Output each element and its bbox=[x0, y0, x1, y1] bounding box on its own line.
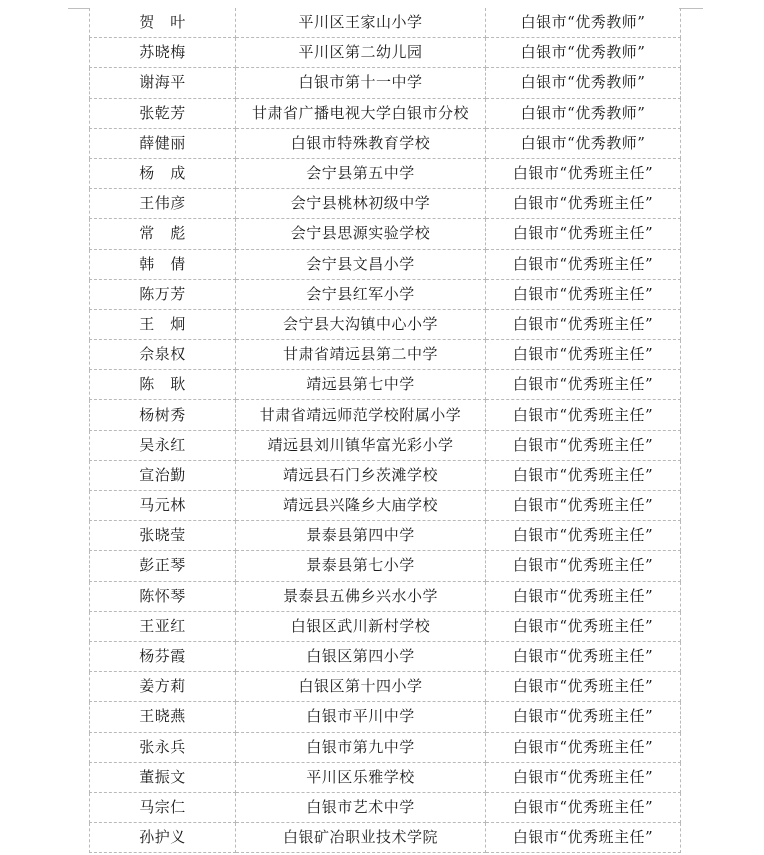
award-cell: 白银市“优秀班主任” bbox=[486, 219, 681, 249]
school-cell: 会宁县大沟镇中心小学 bbox=[236, 309, 486, 339]
award-cell: 白银市“优秀教师” bbox=[486, 68, 681, 98]
school-cell: 会宁县思源实验学校 bbox=[236, 219, 486, 249]
teacher-name-cell: 杨 成 bbox=[90, 158, 236, 188]
table-row bbox=[90, 38, 681, 68]
school-cell: 靖远县刘川镇华富光彩小学 bbox=[236, 430, 486, 460]
school-cell: 白银市平川中学 bbox=[236, 702, 486, 732]
school-cell: 甘肃省广播电视大学白银市分校 bbox=[236, 98, 486, 128]
table-row bbox=[90, 8, 681, 38]
award-cell: 白银市“优秀教师” bbox=[486, 128, 681, 158]
award-cell: 白银市“优秀班主任” bbox=[486, 370, 681, 400]
teacher-name-cell: 马宗仁 bbox=[90, 792, 236, 822]
teacher-name-cell: 王晓燕 bbox=[90, 702, 236, 732]
table-row bbox=[90, 128, 681, 158]
award-cell: 白银市“优秀班主任” bbox=[486, 430, 681, 460]
teacher-name-cell: 佘泉权 bbox=[90, 340, 236, 370]
table-row bbox=[90, 521, 681, 551]
school-cell: 景泰县五佛乡兴水小学 bbox=[236, 581, 486, 611]
table-row bbox=[90, 641, 681, 671]
award-cell: 白银市“优秀班主任” bbox=[486, 732, 681, 762]
table-row bbox=[90, 370, 681, 400]
teacher-name-cell: 马元林 bbox=[90, 491, 236, 521]
school-cell: 甘肃省靖远县第二中学 bbox=[236, 340, 486, 370]
award-cell: 白银市“优秀教师” bbox=[486, 8, 681, 38]
award-cell: 白银市“优秀班主任” bbox=[486, 611, 681, 641]
award-cell: 白银市“优秀班主任” bbox=[486, 460, 681, 490]
teacher-name-cell: 杨芬霞 bbox=[90, 641, 236, 671]
crop-mark-left bbox=[68, 8, 90, 9]
school-cell: 白银市第九中学 bbox=[236, 732, 486, 762]
teacher-name-cell: 常 彪 bbox=[90, 219, 236, 249]
teacher-name-cell: 宣治勤 bbox=[90, 460, 236, 490]
award-cell: 白银市“优秀班主任” bbox=[486, 702, 681, 732]
table-row bbox=[90, 823, 681, 853]
teacher-name-cell: 张晓莹 bbox=[90, 521, 236, 551]
teacher-name-cell: 陈 耿 bbox=[90, 370, 236, 400]
school-cell: 景泰县第七小学 bbox=[236, 551, 486, 581]
teacher-name-cell: 贺 叶 bbox=[90, 8, 236, 38]
school-cell: 景泰县第四中学 bbox=[236, 521, 486, 551]
table-row bbox=[90, 460, 681, 490]
teacher-name-cell: 王亚红 bbox=[90, 611, 236, 641]
crop-mark-right bbox=[679, 8, 703, 9]
award-cell: 白银市“优秀班主任” bbox=[486, 581, 681, 611]
table-row bbox=[90, 430, 681, 460]
table-row bbox=[90, 491, 681, 521]
table-row bbox=[90, 219, 681, 249]
award-cell: 白银市“优秀班主任” bbox=[486, 400, 681, 430]
school-cell: 靖远县石门乡茨滩学校 bbox=[236, 460, 486, 490]
teacher-name-cell: 张永兵 bbox=[90, 732, 236, 762]
school-cell: 白银市第十一中学 bbox=[236, 68, 486, 98]
school-cell: 靖远县兴隆乡大庙学校 bbox=[236, 491, 486, 521]
school-cell: 会宁县第五中学 bbox=[236, 158, 486, 188]
school-cell: 白银市艺术中学 bbox=[236, 792, 486, 822]
table-row bbox=[90, 702, 681, 732]
teacher-name-cell: 吴永红 bbox=[90, 430, 236, 460]
table-row bbox=[90, 581, 681, 611]
award-cell: 白银市“优秀班主任” bbox=[486, 672, 681, 702]
school-cell: 会宁县文昌小学 bbox=[236, 249, 486, 279]
school-cell: 白银市特殊教育学校 bbox=[236, 128, 486, 158]
school-cell: 会宁县红军小学 bbox=[236, 279, 486, 309]
teacher-name-cell: 王伟彦 bbox=[90, 189, 236, 219]
table-row bbox=[90, 792, 681, 822]
table-row bbox=[90, 98, 681, 128]
teacher-name-cell: 薛健丽 bbox=[90, 128, 236, 158]
school-cell: 会宁县桃林初级中学 bbox=[236, 189, 486, 219]
award-cell: 白银市“优秀班主任” bbox=[486, 279, 681, 309]
teacher-name-cell: 彭正琴 bbox=[90, 551, 236, 581]
award-cell: 白银市“优秀班主任” bbox=[486, 249, 681, 279]
school-cell: 平川区第二幼儿园 bbox=[236, 38, 486, 68]
teacher-name-cell: 陈怀琴 bbox=[90, 581, 236, 611]
teacher-name-cell: 陈万芳 bbox=[90, 279, 236, 309]
school-cell: 平川区王家山小学 bbox=[236, 8, 486, 38]
table-row bbox=[90, 762, 681, 792]
table-row bbox=[90, 189, 681, 219]
school-cell: 甘肃省靖远师范学校附属小学 bbox=[236, 400, 486, 430]
award-cell: 白银市“优秀教师” bbox=[486, 98, 681, 128]
award-cell: 白银市“优秀班主任” bbox=[486, 491, 681, 521]
teacher-name-cell: 董振文 bbox=[90, 762, 236, 792]
teacher-name-cell: 姜方莉 bbox=[90, 672, 236, 702]
award-cell: 白银市“优秀班主任” bbox=[486, 762, 681, 792]
table-row bbox=[90, 732, 681, 762]
award-cell: 白银市“优秀班主任” bbox=[486, 551, 681, 581]
award-cell: 白银市“优秀班主任” bbox=[486, 823, 681, 853]
school-cell: 白银矿冶职业技术学院 bbox=[236, 823, 486, 853]
award-cell: 白银市“优秀班主任” bbox=[486, 792, 681, 822]
award-cell: 白银市“优秀班主任” bbox=[486, 521, 681, 551]
award-cell: 白银市“优秀教师” bbox=[486, 38, 681, 68]
table-row bbox=[90, 68, 681, 98]
award-cell: 白银市“优秀班主任” bbox=[486, 641, 681, 671]
table-row bbox=[90, 551, 681, 581]
teacher-name-cell: 谢海平 bbox=[90, 68, 236, 98]
table-row bbox=[90, 249, 681, 279]
teacher-name-cell: 孙护义 bbox=[90, 823, 236, 853]
award-cell: 白银市“优秀班主任” bbox=[486, 189, 681, 219]
teacher-name-cell: 苏晓梅 bbox=[90, 38, 236, 68]
honor-roster-table bbox=[89, 8, 681, 853]
teacher-name-cell: 韩 倩 bbox=[90, 249, 236, 279]
table-row bbox=[90, 279, 681, 309]
school-cell: 平川区乐雅学校 bbox=[236, 762, 486, 792]
school-cell: 白银区第十四小学 bbox=[236, 672, 486, 702]
school-cell: 白银区第四小学 bbox=[236, 641, 486, 671]
table-row bbox=[90, 340, 681, 370]
school-cell: 白银区武川新村学校 bbox=[236, 611, 486, 641]
table-row bbox=[90, 400, 681, 430]
award-cell: 白银市“优秀班主任” bbox=[486, 158, 681, 188]
award-cell: 白银市“优秀班主任” bbox=[486, 340, 681, 370]
table-row bbox=[90, 309, 681, 339]
school-cell: 靖远县第七中学 bbox=[236, 370, 486, 400]
table-row bbox=[90, 158, 681, 188]
table-row bbox=[90, 611, 681, 641]
teacher-name-cell: 张乾芳 bbox=[90, 98, 236, 128]
teacher-name-cell: 杨树秀 bbox=[90, 400, 236, 430]
teacher-name-cell: 王 炯 bbox=[90, 309, 236, 339]
roster-body bbox=[90, 8, 681, 853]
table-row bbox=[90, 672, 681, 702]
award-cell: 白银市“优秀班主任” bbox=[486, 309, 681, 339]
